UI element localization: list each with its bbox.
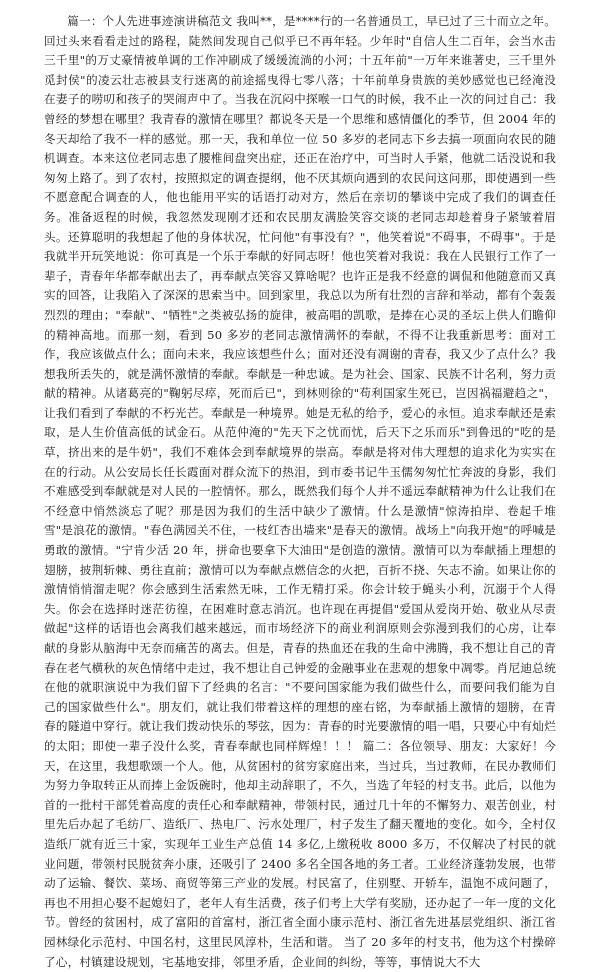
body-paragraph: 篇一：个人先进事迹演讲稿范文 我叫**，是****行的一名普通员工，早已过了三十而立之年。回过头来看看走过的路程，陡然间发现自己似乎已不再年轻。少年时"自信人生二百年，会当水击三千里"的万丈豪情被单调的工作冲刷成了缓缓流淌的小河；十五年前"一万年来谁著史，三千里外觅封侯"的凌云壮志被县支行迷离的前途摇曳得七零八落；十年前单身贵族的美妙感觉也已经淹没在妻子的唠叨和孩子的哭闹声中了。当我在沉闷中探喉一口气的时候，我不止一次的问过自己：我曾经的梦想在哪里？我青春的激情在哪里？都说冬天是一个思维和感情僵化的季节，但 2004 年的冬天却给了我不一样的感觉。那一天，我和单位一位 50 多岁的老同志下乡去搞一项面向农民的随机调查。本来这位老同志患了腰椎间盘突出症，还正在治疗中，可当时人手紧，他就二话没说和我匆匆上路了。到了农村，按照拟定的调查提纲，他不厌其烦向遇到的农民问这问那，即使遇到一些不愿意配合调查的人，他也能用平实的话语打动对方，然后在亲切的攀谈中完成了我们的调查任务。准备返程的时候，我忽然发现刚才还和农民朋友满脸笑容交谈的老同志却趁着身子紧皱着眉头。还算聪明的我想起了他的身体状况，忙问他"有事没有？"，他笑着说"不碍事，不碍事"。于是我就半开玩笑地说：你可真是一个乐于奉献的好同志呀！他也笑着对我说：我在人民银行工作了一辈子，青春年华都奉献出去了，再奉献点笑容又算啥呢？也许正是我不经意的调侃和他随意而又真实的回答，让我陷入了深深的思索当中。回到家里，我总以为所有壮烈的言辞和举动，都有个轰轰烈烈的理由；"奉献"、"牺牲"之类被弘扬的旋律，被高唱的凯歌，是捧在心灵的圣坛上供人们瞻仰的精神高地。而那一刻，看到 50 多岁的老同志激情满怀的奉献，不得不让我重新思考：面对工作，我应该做点什么；面向未来，我应该想些什么；面对还没有凋谢的青春，我又少了点什么？我想我所丢失的，就是满怀激情的奉献。奉献是一种忠诚。是为社会、国家、民族不计名利，努力贡献的精神。从诸葛亮的"鞠躬尽瘁，死而后已"，到林则徐的"苟利国家生死已，岂因祸福避趋之"，让我们看到了奉献的不朽光芒。奉献是一种境界。她是无私的给予，爱心的永恒。追求奉献还是索取，是人生价值高低的试金石。从范仲淹的"先天下之忧而忧，后天下之乐而乐"到鲁迅的"吃的是草，挤出来的是牛奶"，我们不难体会到奉献境界的崇高。奉献是将对伟大理想的追求化为实实在在的行动。从公安局长任长霞面对群众流下的热泪，到市委书记牛玉儒匆匆忙忙奔波的身影，我们不难感受到奉献就是对人民的一腔情怀。那么，既然我们每个人并不遥远奉献精神为什么让我们在不经意中悄然淡忘了呢？那是因为我们的生活中缺少了激情。什么是激情"惊涛拍岸、卷起千堆雪"是浪花的激情。"春色满园关不住，一枝红杏出墙来"是春天的激情。战场上"向我开炮"的呼喊是勇敢的激情。"宁肯少活 20 年，拼命也要拿下大油田"是创造的激情。激情可以为奉献插上理想的翅膀，披荆斩棘、勇往直前；激情可以为奉献点燃信念的火把，百折不挠、矢志不渝。如果让你的激情悄悄溜走呢？你会感到生活索然无味，工作无精打采。你会计较于蝇头小利，沉溺于个人得失。你会在选择时迷茫彷徨，在困难时意志消沉。也许现在再提倡"爱国从爱岗开始、敬业从尽责做起"这样的话语也会离我们越来越远，而市场经济下的商业利润原则会弥漫到我们的心房，让奉献的身影从脑海中无奈而痛苦的离去。但是，青春的热血还在我的生命中沸腾，我不想让自己的青春在老气横秋的灰色情绪中走过，我不想让自己钟爱的金融事业在悲观的想象中凋零。肖尼迪总统在他的就职演说中为我们留下了经典的名言："不要问国家能为我们做些什么，而要问我们能为自己的国家做些什么"。朋友们，就让我们带着这样的理想的座右铭，为奉献插上激情的翅膀，在青春的隧道中穿行。就让我们拨动快乐的琴弦，因为：青春的时光要激情的唱一唱，只要心中有灿烂的太阳；即使一辈子没什么奖，青春奉献也同样辉煌！！！ 篇二：各位领导、朋友：大家好！今天，在这里，我想歌颂一个人。他，从贫困村的贫穷家庭出来，当过兵，当过教师，在民办教师们为努力争取转正从而捧上金饭碗时，他却主动辞职了，不久，当选了年轻的村支书。此后，以他为首的一批村干部凭着高度的责任心和奉献精神，带领村民，通过几十年的不懈努力、艰苦创业，村里先后办起了毛纺厂、造纸厂、热电厂、污水处理厂，村子发生了翻天覆地的变化。如今，全村仅造纸厂就有近三十家，实现年工业生产总值 14 多亿,上缴税收 8000 多万，不仅解决了村民的就业问题，带领村民脱贫奔小康，还吸引了 2400 多名全国各地的务工者。工业经济蓬勃发展，也带动了运输、餐饮、菜场、商贸等第三产业的发展。村民富了，住别墅、开轿车，温饱不成问题了，再也不用担心娶不起媳妇了，老年人有生活费，孩子们考上大学有奖励，还办起了一年一度的文化节。曾经的贫困村，成了富阳的首富村，浙江省全面小康示范村、浙江省先进基层党组织、浙江省园林绿化示范村、中国名村，这里民风淳朴，生活和谐。 当了 20 多年的村支书，他为这个村操碎了心，村镇建设规划，宅基地安排，邻里矛盾，企业间的纠纷，等等，事情说大不大 bbox=[44, 14, 556, 969]
